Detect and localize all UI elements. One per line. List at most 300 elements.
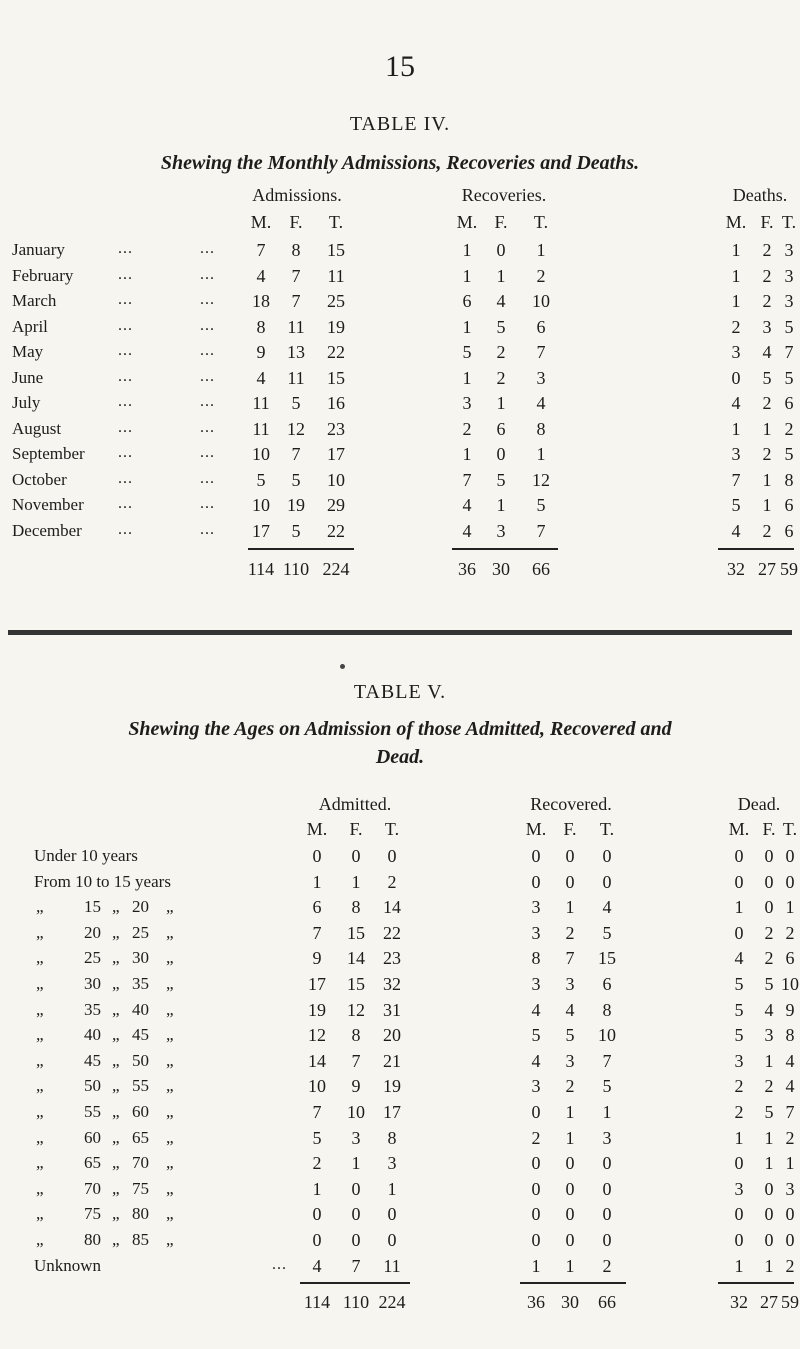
table-v-row-label: From 10 to 15 years bbox=[34, 871, 171, 891]
table-v-cell: 1 bbox=[764, 1153, 774, 1174]
table-iv-cell: 1 bbox=[462, 367, 472, 388]
table-v-age-from: 30 bbox=[84, 974, 101, 993]
table-v-ditto-mark: „ bbox=[36, 1153, 44, 1173]
table-iv-cell: 11 bbox=[287, 367, 305, 388]
table-v-total-rule bbox=[520, 1282, 626, 1284]
table-iv-row-label: July bbox=[12, 393, 41, 412]
table-v-ditto-mark: „ bbox=[112, 1102, 120, 1121]
table-iv-cell: 5 bbox=[256, 469, 266, 490]
table-iv-cell: 29 bbox=[327, 495, 345, 515]
table-v-cell: 4 bbox=[785, 1050, 795, 1071]
table-v-cell: 4 bbox=[602, 897, 612, 918]
table-iv-cell: 6 bbox=[784, 495, 794, 515]
table-iv-cell: 10 bbox=[252, 444, 270, 464]
table-iv-row-label: March bbox=[12, 291, 57, 310]
table-v-ditto-mark: „ bbox=[166, 1127, 174, 1147]
table-iv-cell: 16 bbox=[327, 393, 345, 413]
table-v-cell: 3 bbox=[565, 1050, 575, 1071]
table-v-ditto-mark: „ bbox=[36, 1127, 44, 1147]
table-iv-cell: 3 bbox=[784, 291, 794, 311]
table-iv-leader-dots: ... bbox=[200, 469, 215, 487]
table-v-cell: 9 bbox=[351, 1076, 361, 1097]
bullet-mark bbox=[340, 664, 345, 669]
table-iv-cell: 6 bbox=[462, 291, 472, 311]
table-v-age-from: 75 bbox=[84, 1204, 101, 1224]
table-iv-leader-dots: ... bbox=[200, 418, 215, 436]
table-v-cell: 0 bbox=[602, 846, 612, 866]
table-v-cell: 1 bbox=[312, 871, 322, 892]
table-iv-cell: 4 bbox=[536, 393, 546, 413]
table-iv-cell: 23 bbox=[327, 418, 345, 439]
table-iv-sub-header: F. bbox=[289, 212, 303, 232]
table-v-cell: 12 bbox=[347, 999, 365, 1020]
table-v-age-to: 35 bbox=[132, 974, 149, 993]
table-v-cell: 1 bbox=[734, 1255, 744, 1276]
table-iv-cell: 11 bbox=[327, 265, 345, 286]
table-v-cell: 2 bbox=[785, 1255, 795, 1276]
table-v-total-cell: 224 bbox=[378, 1292, 406, 1312]
table-v-cell: 0 bbox=[764, 871, 774, 892]
table-iv-total-cell: 114 bbox=[247, 559, 275, 579]
table-v-cell: 3 bbox=[531, 1076, 541, 1097]
table-v-cell: 2 bbox=[734, 1076, 744, 1097]
table-v-cell: 9 bbox=[785, 999, 795, 1020]
table-v-cell: 0 bbox=[764, 1230, 774, 1250]
table-v-cell: 0 bbox=[565, 1178, 575, 1199]
table-v-age-from: 45 bbox=[84, 1050, 101, 1070]
table-v-total-cell: 30 bbox=[561, 1292, 579, 1312]
table-v-cell: 3 bbox=[531, 897, 541, 918]
table-iv-row-label: April bbox=[12, 316, 48, 336]
table-v-age-to: 75 bbox=[132, 1178, 149, 1198]
table-iv-cell: 5 bbox=[496, 469, 506, 490]
table-v-sub-header: M. bbox=[525, 819, 547, 839]
table-v-cell: 17 bbox=[383, 1102, 401, 1122]
table-v-group-header: Admitted. bbox=[318, 794, 392, 814]
table-iv-cell: 2 bbox=[762, 520, 772, 541]
table-v-cell: 20 bbox=[383, 1025, 401, 1046]
table-v-cell: 7 bbox=[785, 1102, 795, 1122]
table-iv-group-header: Deaths. bbox=[732, 185, 788, 205]
table-iv-cell: 5 bbox=[784, 444, 794, 464]
table-v-cell: 4 bbox=[531, 999, 541, 1020]
table-iv-cell: 18 bbox=[252, 291, 270, 311]
table-iv-leader-dots: ... bbox=[200, 316, 215, 334]
table-iv-sub-header: F. bbox=[494, 212, 508, 232]
table-v-cell: 4 bbox=[312, 1255, 322, 1276]
table-iv-cell: 8 bbox=[784, 469, 794, 490]
table-iv-cell: 22 bbox=[327, 520, 345, 541]
table-v-cell: 21 bbox=[383, 1050, 401, 1071]
table-v-cell: 7 bbox=[602, 1050, 612, 1071]
table-v-total-cell: 36 bbox=[527, 1292, 545, 1312]
table-iv-leader-dots: ... bbox=[200, 265, 215, 283]
table-v-cell: 1 bbox=[565, 1102, 575, 1122]
table-iv-cell: 4 bbox=[462, 495, 472, 515]
table-iv-leader-dots: ... bbox=[200, 291, 215, 308]
table-iv-cell: 2 bbox=[762, 240, 772, 260]
table-v-age-to: 40 bbox=[132, 999, 149, 1019]
table-v-cell: 0 bbox=[312, 1230, 322, 1250]
table-iv-cell: 7 bbox=[784, 342, 794, 362]
table-iv-row-label: October bbox=[12, 469, 67, 489]
table-v-cell: 3 bbox=[734, 1178, 744, 1199]
table-v-ditto-mark: „ bbox=[36, 948, 44, 968]
table-iv-cell: 10 bbox=[532, 291, 550, 311]
table-iv-cell: 1 bbox=[462, 444, 472, 464]
table-v-cell: 0 bbox=[565, 871, 575, 892]
table-v-ditto-mark: „ bbox=[166, 1076, 174, 1096]
table-iv-cell: 12 bbox=[287, 418, 305, 439]
table-v-cell: 31 bbox=[383, 999, 401, 1020]
table-v-cell: 0 bbox=[531, 1102, 541, 1122]
table-iv-leader-dots: ... bbox=[118, 265, 133, 283]
table-v-total-cell: 66 bbox=[598, 1292, 616, 1312]
table-v-cell: 5 bbox=[734, 974, 744, 994]
table-v-total-cell: 114 bbox=[303, 1292, 331, 1312]
table-iv-leader-dots: ... bbox=[200, 342, 215, 359]
table-v-cell: 1 bbox=[764, 1255, 774, 1276]
table-iv-cell: 3 bbox=[731, 342, 741, 362]
table-iv-leader-dots: ... bbox=[200, 495, 215, 512]
table-v-age-to: 60 bbox=[132, 1102, 149, 1121]
table-v-cell: 0 bbox=[734, 1230, 744, 1250]
table-v-ditto-mark: „ bbox=[166, 948, 174, 968]
table-v-cell: 2 bbox=[764, 922, 774, 943]
table-v-sub-header: F. bbox=[349, 819, 363, 839]
table-v-cell: 15 bbox=[598, 948, 616, 969]
table-iv-cell: 1 bbox=[536, 444, 546, 464]
table-iv-cell: 25 bbox=[327, 291, 345, 311]
table-v-cell: 0 bbox=[531, 1178, 541, 1199]
table-v-leader-dots: ... bbox=[272, 1255, 287, 1273]
table-v-cell: 1 bbox=[351, 1153, 361, 1174]
table-v-cell: 10 bbox=[781, 974, 799, 994]
table-iv-total-rule bbox=[452, 548, 558, 550]
table-iv-cell: 1 bbox=[462, 265, 472, 286]
table-iv-cell: 2 bbox=[462, 418, 472, 439]
table-v-cell: 15 bbox=[347, 974, 365, 994]
table-v-ditto-mark: „ bbox=[36, 1102, 44, 1121]
table-iv-total-cell: 59 bbox=[780, 559, 798, 579]
table-v-cell: 19 bbox=[308, 999, 326, 1020]
table-iv-cell: 3 bbox=[762, 316, 772, 337]
table-v-age-from: 60 bbox=[84, 1127, 101, 1147]
table-v-cell: 0 bbox=[785, 1204, 795, 1225]
table-v-ditto-mark: „ bbox=[112, 1025, 120, 1045]
table-v-age-to: 30 bbox=[132, 948, 149, 968]
table-v-cell: 8 bbox=[387, 1127, 397, 1148]
table-v-ditto-mark: „ bbox=[166, 922, 174, 942]
table-v-age-from: 40 bbox=[84, 1025, 101, 1045]
table-iv-total-cell: 110 bbox=[282, 559, 310, 579]
table-v-cell: 2 bbox=[565, 922, 575, 943]
table-v-cell: 0 bbox=[351, 846, 361, 866]
table-v-cell: 7 bbox=[351, 1050, 361, 1071]
table-iv-cell: 7 bbox=[462, 469, 472, 490]
table-iv-cell: 11 bbox=[252, 393, 270, 413]
table-iv-cell: 7 bbox=[536, 342, 546, 362]
table-iv-cell: 2 bbox=[762, 444, 772, 464]
table-v-cell: 0 bbox=[785, 846, 795, 866]
table-iv-cell: 5 bbox=[762, 367, 772, 388]
table-v-cell: 5 bbox=[531, 1025, 541, 1046]
table-v-ditto-mark: „ bbox=[166, 1153, 174, 1173]
table-v-cell: 10 bbox=[598, 1025, 616, 1046]
table-v-age-to: 45 bbox=[132, 1025, 149, 1045]
table-v-cell: 0 bbox=[785, 871, 795, 892]
table-iv-cell: 10 bbox=[327, 469, 345, 490]
table-iv-leader-dots: ... bbox=[200, 444, 215, 461]
table-iv-cell: 1 bbox=[731, 265, 741, 286]
table-v-ditto-mark: „ bbox=[112, 897, 120, 917]
table-v-cell: 5 bbox=[565, 1025, 575, 1046]
table-iv-total-cell: 224 bbox=[322, 559, 350, 579]
table-v-cell: 4 bbox=[734, 948, 744, 969]
table-v-sub-header: T. bbox=[599, 819, 615, 839]
table-v-cell: 4 bbox=[764, 999, 774, 1020]
table-v-cell: 0 bbox=[764, 1204, 774, 1225]
table-iv-cell: 3 bbox=[536, 367, 546, 388]
table-v-ditto-mark: „ bbox=[36, 1204, 44, 1224]
table-v-cell: 0 bbox=[531, 871, 541, 892]
table-v-cell: 7 bbox=[565, 948, 575, 969]
table-v-cell: 9 bbox=[312, 948, 322, 969]
table-v-ditto-mark: „ bbox=[166, 974, 174, 993]
table-iv-cell: 12 bbox=[532, 469, 550, 490]
table-iv-total-cell: 36 bbox=[458, 559, 476, 579]
table-v-cell: 0 bbox=[312, 1204, 322, 1225]
table-v-ditto-mark: „ bbox=[36, 1025, 44, 1045]
table-v-cell: 1 bbox=[785, 897, 795, 918]
table-iv-title: TABLE IV. bbox=[349, 113, 451, 135]
table-v-cell: 2 bbox=[785, 922, 795, 943]
table-iv-leader-dots: ... bbox=[118, 342, 133, 359]
table-v-cell: 7 bbox=[312, 922, 322, 943]
table-v-cell: 4 bbox=[565, 999, 575, 1020]
table-v-cell: 5 bbox=[602, 922, 612, 943]
table-iv-sub-header: T. bbox=[533, 212, 549, 232]
table-v-age-to: 65 bbox=[132, 1127, 149, 1147]
table-v-cell: 8 bbox=[351, 897, 361, 918]
table-v-age-to: 85 bbox=[132, 1230, 149, 1249]
table-v-cell: 8 bbox=[602, 999, 612, 1020]
table-v-ditto-mark: „ bbox=[112, 922, 120, 942]
table-v-cell: 1 bbox=[565, 897, 575, 918]
table-iv-cell: 4 bbox=[496, 291, 506, 311]
table-v-total-cell: 59 bbox=[781, 1292, 799, 1312]
table-iv-cell: 1 bbox=[496, 495, 506, 515]
table-iv-leader-dots: ... bbox=[118, 291, 133, 308]
table-v-cell: 3 bbox=[785, 1178, 795, 1199]
table-iv-leader-dots: ... bbox=[118, 469, 133, 487]
table-iv-subtitle: Shewing the Monthly Admissions, Recoveries and Deaths. bbox=[160, 152, 640, 174]
table-v-cell: 5 bbox=[764, 974, 774, 994]
table-v-ditto-mark: „ bbox=[36, 999, 44, 1019]
table-v-cell: 14 bbox=[347, 948, 365, 969]
table-iv-cell: 6 bbox=[496, 418, 506, 439]
table-iv-cell: 19 bbox=[287, 495, 305, 515]
table-v-ditto-mark: „ bbox=[36, 922, 44, 942]
table-v-cell: 11 bbox=[383, 1255, 401, 1276]
table-v-cell: 0 bbox=[764, 897, 774, 918]
table-v-cell: 5 bbox=[764, 1102, 774, 1122]
table-v-cell: 1 bbox=[734, 897, 744, 918]
table-v-cell: 0 bbox=[734, 871, 744, 892]
table-v-sub-header: T. bbox=[782, 819, 798, 839]
table-v-cell: 14 bbox=[308, 1050, 326, 1071]
table-iv-cell: 8 bbox=[291, 240, 301, 260]
table-v-cell: 14 bbox=[383, 897, 401, 918]
table-v-cell: 0 bbox=[531, 1204, 541, 1225]
table-iv-cell: 7 bbox=[256, 240, 266, 260]
table-v-ditto-mark: „ bbox=[36, 1230, 44, 1249]
table-v-age-to: 80 bbox=[132, 1204, 149, 1224]
table-v-cell: 0 bbox=[387, 1204, 397, 1225]
table-v-age-to: 50 bbox=[132, 1050, 149, 1070]
table-v-ditto-mark: „ bbox=[112, 1050, 120, 1070]
section-separator bbox=[8, 630, 792, 635]
table-iv-cell: 17 bbox=[327, 444, 345, 464]
table-iv-cell: 4 bbox=[462, 520, 472, 541]
table-iv-cell: 1 bbox=[462, 240, 472, 260]
table-v-sub-header: M. bbox=[306, 819, 328, 839]
table-v-cell: 3 bbox=[565, 974, 575, 994]
table-v-cell: 17 bbox=[308, 974, 326, 994]
table-v-cell: 1 bbox=[734, 1127, 744, 1148]
table-iv-cell: 2 bbox=[784, 418, 794, 439]
table-v-ditto-mark: „ bbox=[166, 1178, 174, 1198]
table-iv-cell: 7 bbox=[731, 469, 741, 490]
table-iv-cell: 1 bbox=[731, 418, 741, 439]
table-iv-cell: 6 bbox=[784, 520, 794, 541]
table-v-cell: 8 bbox=[785, 1025, 795, 1046]
table-v-cell: 0 bbox=[387, 1230, 397, 1250]
table-v-cell: 3 bbox=[531, 974, 541, 994]
table-v-age-to: 25 bbox=[132, 922, 149, 942]
table-v-cell: 23 bbox=[383, 948, 401, 969]
table-iv-leader-dots: ... bbox=[118, 316, 133, 334]
table-iv-cell: 3 bbox=[731, 444, 741, 464]
table-iv-cell: 4 bbox=[762, 342, 772, 362]
table-v-cell: 32 bbox=[383, 974, 401, 994]
table-v-cell: 3 bbox=[602, 1127, 612, 1148]
table-iv-leader-dots: ... bbox=[118, 367, 133, 385]
table-iv-cell: 5 bbox=[496, 316, 506, 337]
table-v-cell: 5 bbox=[734, 1025, 744, 1046]
table-v-row-label: Under 10 years bbox=[34, 846, 138, 865]
table-iv-leader-dots: ... bbox=[118, 495, 133, 512]
table-v-total-cell: 27 bbox=[760, 1292, 778, 1312]
table-v-cell: 2 bbox=[734, 1102, 744, 1122]
table-iv-cell: 4 bbox=[256, 265, 266, 286]
table-v-sub-header: F. bbox=[563, 819, 577, 839]
table-v-group-header: Recovered. bbox=[530, 794, 612, 814]
table-v-age-to: 55 bbox=[132, 1076, 149, 1096]
table-v-cell: 0 bbox=[764, 846, 774, 866]
table-iv-total-cell: 66 bbox=[532, 559, 550, 579]
table-v-sub-header: F. bbox=[762, 819, 776, 839]
table-v-age-to: 20 bbox=[132, 897, 149, 917]
table-v-ditto-mark: „ bbox=[166, 1204, 174, 1224]
table-v-cell: 2 bbox=[565, 1076, 575, 1097]
table-iv-cell: 5 bbox=[784, 367, 794, 388]
table-v-age-from: 65 bbox=[84, 1153, 101, 1173]
table-iv-cell: 11 bbox=[252, 418, 270, 439]
table-iv-total-cell: 27 bbox=[758, 559, 776, 579]
table-iv-leader-dots: ... bbox=[118, 418, 133, 436]
table-iv-row-label: December bbox=[12, 520, 82, 540]
table-v-ditto-mark: „ bbox=[166, 1102, 174, 1121]
table-v-cell: 1 bbox=[565, 1127, 575, 1148]
table-v-age-from: 35 bbox=[84, 999, 101, 1019]
table-v-age-from: 80 bbox=[84, 1230, 101, 1249]
table-v-ditto-mark: „ bbox=[112, 1127, 120, 1147]
table-v-cell: 0 bbox=[734, 846, 744, 866]
table-v-cell: 3 bbox=[351, 1127, 361, 1148]
table-v-cell: 1 bbox=[387, 1178, 397, 1199]
table-iv-sub-header: T. bbox=[781, 212, 797, 232]
table-iv-row-label: August bbox=[12, 418, 62, 438]
table-iv-cell: 4 bbox=[256, 367, 266, 388]
table-v-age-from: 15 bbox=[84, 897, 101, 917]
table-iv-cell: 5 bbox=[731, 495, 741, 515]
table-iv-cell: 1 bbox=[496, 393, 506, 413]
table-iv-cell: 15 bbox=[327, 240, 345, 260]
table-v-cell: 10 bbox=[308, 1076, 326, 1097]
table-iv-cell: 1 bbox=[536, 240, 546, 260]
table-iv-cell: 2 bbox=[762, 265, 772, 286]
table-iv-sub-header: M. bbox=[725, 212, 747, 232]
table-v-cell: 0 bbox=[565, 1230, 575, 1250]
table-v-cell: 5 bbox=[734, 999, 744, 1020]
table-v-age-from: 25 bbox=[84, 948, 101, 968]
table-v-cell: 8 bbox=[531, 948, 541, 969]
table-iv-cell: 6 bbox=[784, 393, 794, 413]
table-v-ditto-mark: „ bbox=[112, 1153, 120, 1173]
table-iv-cell: 17 bbox=[252, 520, 270, 541]
table-v-cell: 3 bbox=[387, 1153, 397, 1174]
table-iv-cell: 8 bbox=[536, 418, 546, 439]
table-iv-leader-dots: ... bbox=[118, 240, 133, 257]
table-iv-cell: 1 bbox=[462, 316, 472, 337]
table-v-cell: 4 bbox=[531, 1050, 541, 1071]
table-iv-cell: 0 bbox=[496, 240, 506, 260]
table-v-cell: 1 bbox=[312, 1178, 322, 1199]
table-v-ditto-mark: „ bbox=[112, 1230, 120, 1249]
table-v-age-from: 20 bbox=[84, 922, 101, 942]
table-v-ditto-mark: „ bbox=[36, 897, 44, 917]
table-v-ditto-mark: „ bbox=[112, 1178, 120, 1198]
table-iv-leader-dots: ... bbox=[118, 520, 133, 538]
table-v-ditto-mark: „ bbox=[36, 1050, 44, 1070]
table-iv-cell: 2 bbox=[762, 291, 772, 311]
table-iv-cell: 2 bbox=[731, 316, 741, 337]
table-v-cell: 6 bbox=[785, 948, 795, 969]
table-v-ditto-mark: „ bbox=[112, 1076, 120, 1096]
table-iv-cell: 3 bbox=[462, 393, 472, 413]
table-v-cell: 0 bbox=[531, 846, 541, 866]
table-iv-cell: 2 bbox=[496, 367, 506, 388]
table-iv-total-cell: 30 bbox=[492, 559, 510, 579]
table-iv-leader-dots: ... bbox=[200, 367, 215, 385]
table-iv-cell: 0 bbox=[496, 444, 506, 464]
table-v-cell: 8 bbox=[351, 1025, 361, 1046]
table-iv-cell: 0 bbox=[731, 367, 741, 388]
table-iv-cell: 5 bbox=[784, 316, 794, 337]
table-iv-sub-header: F. bbox=[760, 212, 774, 232]
table-iv-leader-dots: ... bbox=[118, 444, 133, 461]
